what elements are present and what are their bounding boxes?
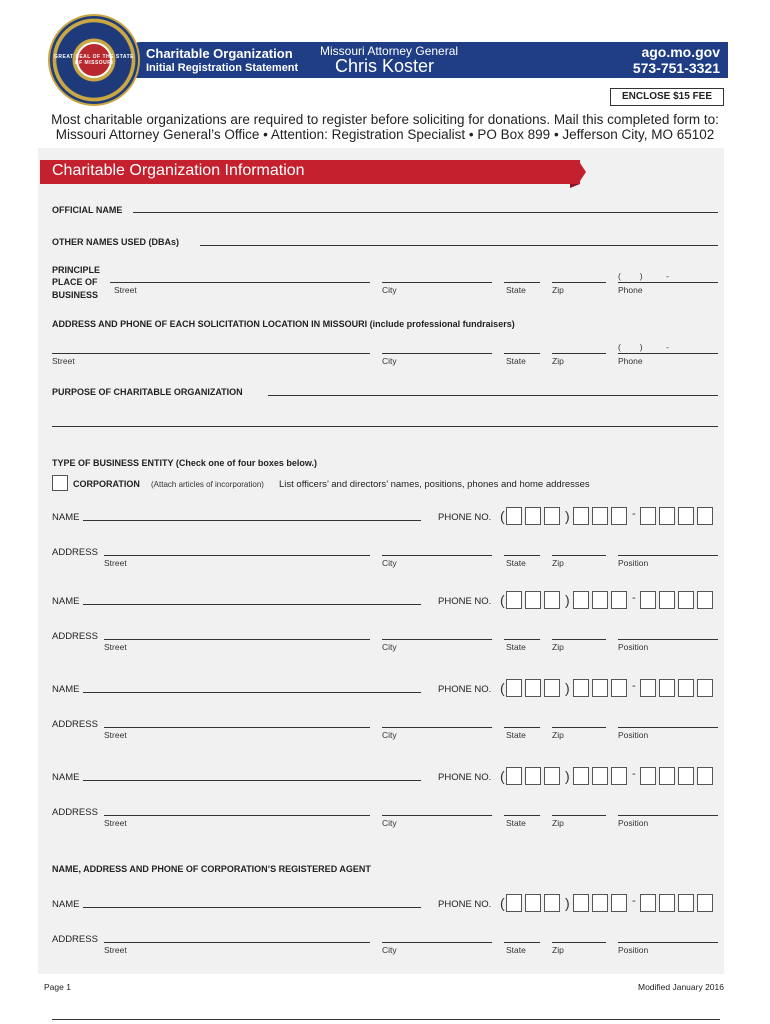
person-2-phone-digit-6[interactable] <box>611 591 627 609</box>
office-phone: 573-751-3321 <box>632 60 720 76</box>
person-4-name-field[interactable] <box>83 780 421 781</box>
person-5-phone-digit-1[interactable] <box>506 894 522 912</box>
attorney-name: Chris Koster <box>335 56 435 76</box>
fee-box: ENCLOSE $15 FEE <box>610 88 724 106</box>
street-caption: Street <box>114 285 137 295</box>
city-caption: City <box>382 642 397 652</box>
solicitation-label: ADDRESS AND PHONE OF EACH SOLICITATION LOCATION IN MISSOURI (include professional fundraisers) <box>52 319 515 329</box>
state-caption: State <box>506 945 526 955</box>
person-4-city-field[interactable] <box>382 815 492 816</box>
person-5-phone-digit-6[interactable] <box>611 894 627 912</box>
person-5-phone-digit-7[interactable] <box>640 894 656 912</box>
principle-label-1: PRINCIPLE <box>52 265 101 275</box>
person-2-phone-digit-7[interactable] <box>640 591 656 609</box>
person-1-state-field[interactable] <box>504 555 540 556</box>
person-3-state-field[interactable] <box>504 727 540 728</box>
person-5-phone-digit-2[interactable] <box>525 894 541 912</box>
person-5-phone-digit-4[interactable] <box>573 894 589 912</box>
street-caption: Street <box>104 730 127 740</box>
person-3-city-field[interactable] <box>382 727 492 728</box>
person-1-name-label: NAME <box>52 512 80 523</box>
person-3-paren-close: ) <box>565 680 570 696</box>
person-3-dash: - <box>632 680 636 692</box>
person-5-state-field[interactable] <box>504 942 540 943</box>
person-4-paren-open: ( <box>500 768 505 784</box>
person-4-zip-field[interactable] <box>552 815 606 816</box>
entity-type-label: TYPE OF BUSINESS ENTITY (Check one of four boxes below.) <box>52 458 318 468</box>
person-4-position-field[interactable] <box>618 815 718 816</box>
corporation-list-instruction: List officers’ and directors’ names, positions, phones and home addresses <box>279 479 590 490</box>
person-1-paren-open: ( <box>500 508 505 524</box>
other-names-label: OTHER NAMES USED (DBAs) <box>52 237 180 247</box>
solicitation-zip-field[interactable] <box>552 353 606 354</box>
person-4-state-field[interactable] <box>504 815 540 816</box>
person-5-phone-digit-3[interactable] <box>544 894 560 912</box>
official-name-label: OFFICIAL NAME <box>52 205 123 215</box>
zip-caption: Zip <box>552 558 564 568</box>
phone-caption: Phone <box>618 356 643 366</box>
person-4-phone-label: PHONE NO. <box>438 772 492 783</box>
business-phone-mask: ( ) - <box>618 271 669 281</box>
person-4-phone-digit-2[interactable] <box>525 767 541 785</box>
city-caption: City <box>382 285 397 295</box>
person-2-state-field[interactable] <box>504 639 540 640</box>
person-1-phone-digit-5[interactable] <box>592 507 608 525</box>
business-city-field[interactable] <box>382 282 492 283</box>
section-banner-fold <box>570 184 580 188</box>
city-caption: City <box>382 730 397 740</box>
business-street-field[interactable] <box>110 282 370 283</box>
person-2-phone-digit-10[interactable] <box>697 591 713 609</box>
city-caption: City <box>382 558 397 568</box>
person-4-phone-digit-3[interactable] <box>544 767 560 785</box>
person-2-phone-label: PHONE NO. <box>438 596 492 607</box>
office-name: Missouri Attorney General <box>320 44 459 58</box>
person-2-paren-open: ( <box>500 592 505 608</box>
person-4-street-field[interactable] <box>104 815 370 816</box>
person-3-street-field[interactable] <box>104 727 370 728</box>
person-4-phone-digit-4[interactable] <box>573 767 589 785</box>
position-caption: Position <box>618 558 649 568</box>
person-2-phone-digit-4[interactable] <box>573 591 589 609</box>
person-5-street-field[interactable] <box>104 942 370 943</box>
person-3-phone-digit-4[interactable] <box>573 679 589 697</box>
person-1-phone-digit-9[interactable] <box>678 507 694 525</box>
person-2-phone-digit-1[interactable] <box>506 591 522 609</box>
person-1-name-field[interactable] <box>83 520 421 521</box>
zip-caption: Zip <box>552 730 564 740</box>
zip-caption: Zip <box>552 356 564 366</box>
person-1-phone-digit-8[interactable] <box>659 507 675 525</box>
person-2-city-field[interactable] <box>382 639 492 640</box>
person-1-zip-field[interactable] <box>552 555 606 556</box>
person-5-phone-digit-5[interactable] <box>592 894 608 912</box>
person-5-phone-digit-10[interactable] <box>697 894 713 912</box>
state-caption: State <box>506 818 526 828</box>
person-5-city-field[interactable] <box>382 942 492 943</box>
registered-agent-label: NAME, ADDRESS AND PHONE OF CORPORATION’S REGISTERED AGENT <box>52 864 371 874</box>
position-caption: Position <box>618 730 649 740</box>
person-3-phone-digit-5[interactable] <box>592 679 608 697</box>
seal-text: GREAT SEAL OF THE STATE OF MISSOURI <box>53 54 135 66</box>
bottom-rule <box>52 1019 720 1020</box>
person-2-phone-digit-9[interactable] <box>678 591 694 609</box>
org-subtitle: Initial Registration Statement <box>146 62 299 74</box>
corporation-note: (Attach articles of incorporation) <box>151 480 264 489</box>
person-2-name-field[interactable] <box>83 604 421 605</box>
state-caption: State <box>506 285 526 295</box>
street-caption: Street <box>52 356 75 366</box>
person-4-address-label: ADDRESS <box>52 807 98 818</box>
position-caption: Position <box>618 642 649 652</box>
zip-caption: Zip <box>552 945 564 955</box>
person-4-name-label: NAME <box>52 772 80 783</box>
section-title: Charitable Organization Information <box>52 162 305 179</box>
website: ago.mo.gov <box>641 44 720 60</box>
person-4-phone-digit-7[interactable] <box>640 767 656 785</box>
street-caption: Street <box>104 945 127 955</box>
person-5-phone-digit-9[interactable] <box>678 894 694 912</box>
person-2-phone-digit-2[interactable] <box>525 591 541 609</box>
person-2-phone-digit-8[interactable] <box>659 591 675 609</box>
person-4-phone-digit-1[interactable] <box>506 767 522 785</box>
other-names-field[interactable] <box>200 245 718 246</box>
principle-label-3: BUSINESS <box>52 290 99 300</box>
zip-caption: Zip <box>552 285 564 295</box>
person-3-phone-digit-6[interactable] <box>611 679 627 697</box>
person-1-phone-digit-4[interactable] <box>573 507 589 525</box>
position-caption: Position <box>618 818 649 828</box>
purpose-field-1[interactable] <box>268 395 718 396</box>
person-1-phone-label: PHONE NO. <box>438 512 492 523</box>
solicitation-state-field[interactable] <box>504 353 540 354</box>
street-caption: Street <box>104 642 127 652</box>
person-3-position-field[interactable] <box>618 727 718 728</box>
purpose-label: PURPOSE OF CHARITABLE ORGANIZATION <box>52 387 243 397</box>
zip-caption: Zip <box>552 642 564 652</box>
state-caption: State <box>506 356 526 366</box>
person-3-phone-digit-10[interactable] <box>697 679 713 697</box>
state-caption: State <box>506 642 526 652</box>
solicitation-phone-field[interactable] <box>618 353 718 354</box>
person-1-dash: - <box>632 508 636 520</box>
person-5-phone-digit-8[interactable] <box>659 894 675 912</box>
person-4-phone-digit-10[interactable] <box>697 767 713 785</box>
person-2-phone-digit-3[interactable] <box>544 591 560 609</box>
person-1-phone-digit-7[interactable] <box>640 507 656 525</box>
person-4-phone-digit-8[interactable] <box>659 767 675 785</box>
person-4-phone-digit-6[interactable] <box>611 767 627 785</box>
person-3-phone-digit-7[interactable] <box>640 679 656 697</box>
zip-caption: Zip <box>552 818 564 828</box>
person-4-dash: - <box>632 768 636 780</box>
person-3-phone-digit-3[interactable] <box>544 679 560 697</box>
person-5-name-label: NAME <box>52 899 80 910</box>
person-2-zip-field[interactable] <box>552 639 606 640</box>
person-1-paren-close: ) <box>565 508 570 524</box>
person-2-street-field[interactable] <box>104 639 370 640</box>
city-caption: City <box>382 818 397 828</box>
position-caption: Position <box>618 945 649 955</box>
person-3-phone-digit-8[interactable] <box>659 679 675 697</box>
person-5-paren-close: ) <box>565 895 570 911</box>
person-1-phone-digit-2[interactable] <box>525 507 541 525</box>
person-5-paren-open: ( <box>500 895 505 911</box>
person-5-phone-label: PHONE NO. <box>438 899 492 910</box>
business-phone-field[interactable] <box>618 282 718 283</box>
person-5-zip-field[interactable] <box>552 942 606 943</box>
person-3-phone-digit-2[interactable] <box>525 679 541 697</box>
person-3-zip-field[interactable] <box>552 727 606 728</box>
person-1-city-field[interactable] <box>382 555 492 556</box>
person-1-phone-digit-6[interactable] <box>611 507 627 525</box>
person-3-paren-open: ( <box>500 680 505 696</box>
street-caption: Street <box>104 558 127 568</box>
person-2-dash: - <box>632 592 636 604</box>
person-3-name-label: NAME <box>52 684 80 695</box>
state-seal-logo <box>48 14 140 106</box>
person-2-name-label: NAME <box>52 596 80 607</box>
business-zip-field[interactable] <box>552 282 606 283</box>
section-banner-arrow <box>578 160 586 184</box>
business-state-field[interactable] <box>504 282 540 283</box>
person-5-position-field[interactable] <box>618 942 718 943</box>
person-2-phone-digit-5[interactable] <box>592 591 608 609</box>
principle-label-2: PLACE OF <box>52 277 98 287</box>
person-3-phone-label: PHONE NO. <box>438 684 492 695</box>
official-name-field[interactable] <box>133 212 718 213</box>
city-caption: City <box>382 945 397 955</box>
person-2-address-label: ADDRESS <box>52 631 98 642</box>
person-4-phone-digit-9[interactable] <box>678 767 694 785</box>
modified-date: Modified January 2016 <box>637 982 724 992</box>
solicitation-street-field[interactable] <box>52 353 370 354</box>
person-1-address-label: ADDRESS <box>52 547 98 558</box>
person-4-phone-digit-5[interactable] <box>592 767 608 785</box>
solicitation-city-field[interactable] <box>382 353 492 354</box>
street-caption: Street <box>104 818 127 828</box>
person-2-position-field[interactable] <box>618 639 718 640</box>
person-3-phone-digit-1[interactable] <box>506 679 522 697</box>
person-1-phone-digit-1[interactable] <box>506 507 522 525</box>
person-4-paren-close: ) <box>565 768 570 784</box>
person-5-name-field[interactable] <box>83 907 421 908</box>
person-5-dash: - <box>632 895 636 907</box>
person-1-phone-digit-3[interactable] <box>544 507 560 525</box>
person-5-address-label: ADDRESS <box>52 934 98 945</box>
person-3-address-label: ADDRESS <box>52 719 98 730</box>
city-caption: City <box>382 356 397 366</box>
person-2-paren-close: ) <box>565 592 570 608</box>
state-caption: State <box>506 730 526 740</box>
person-3-phone-digit-9[interactable] <box>678 679 694 697</box>
corporation-checkbox[interactable] <box>52 475 68 491</box>
page-number: Page 1 <box>44 982 71 992</box>
person-1-position-field[interactable] <box>618 555 718 556</box>
person-1-phone-digit-10[interactable] <box>697 507 713 525</box>
state-caption: State <box>506 558 526 568</box>
purpose-field-2[interactable] <box>52 426 718 427</box>
intro-line-1: Most charitable organizations are required to register before soliciting for donations. Mail this completed form to: <box>51 112 719 127</box>
solicitation-phone-mask: ( ) - <box>618 342 669 352</box>
person-1-street-field[interactable] <box>104 555 370 556</box>
person-3-name-field[interactable] <box>83 692 421 693</box>
org-title: Charitable Organization <box>146 46 293 61</box>
corporation-label: CORPORATION <box>73 479 140 489</box>
intro-line-2: Missouri Attorney General’s Office • Attention: Registration Specialist • PO Box 899 • Jefferson City, MO 65102 <box>55 127 715 142</box>
phone-caption: Phone <box>618 285 643 295</box>
